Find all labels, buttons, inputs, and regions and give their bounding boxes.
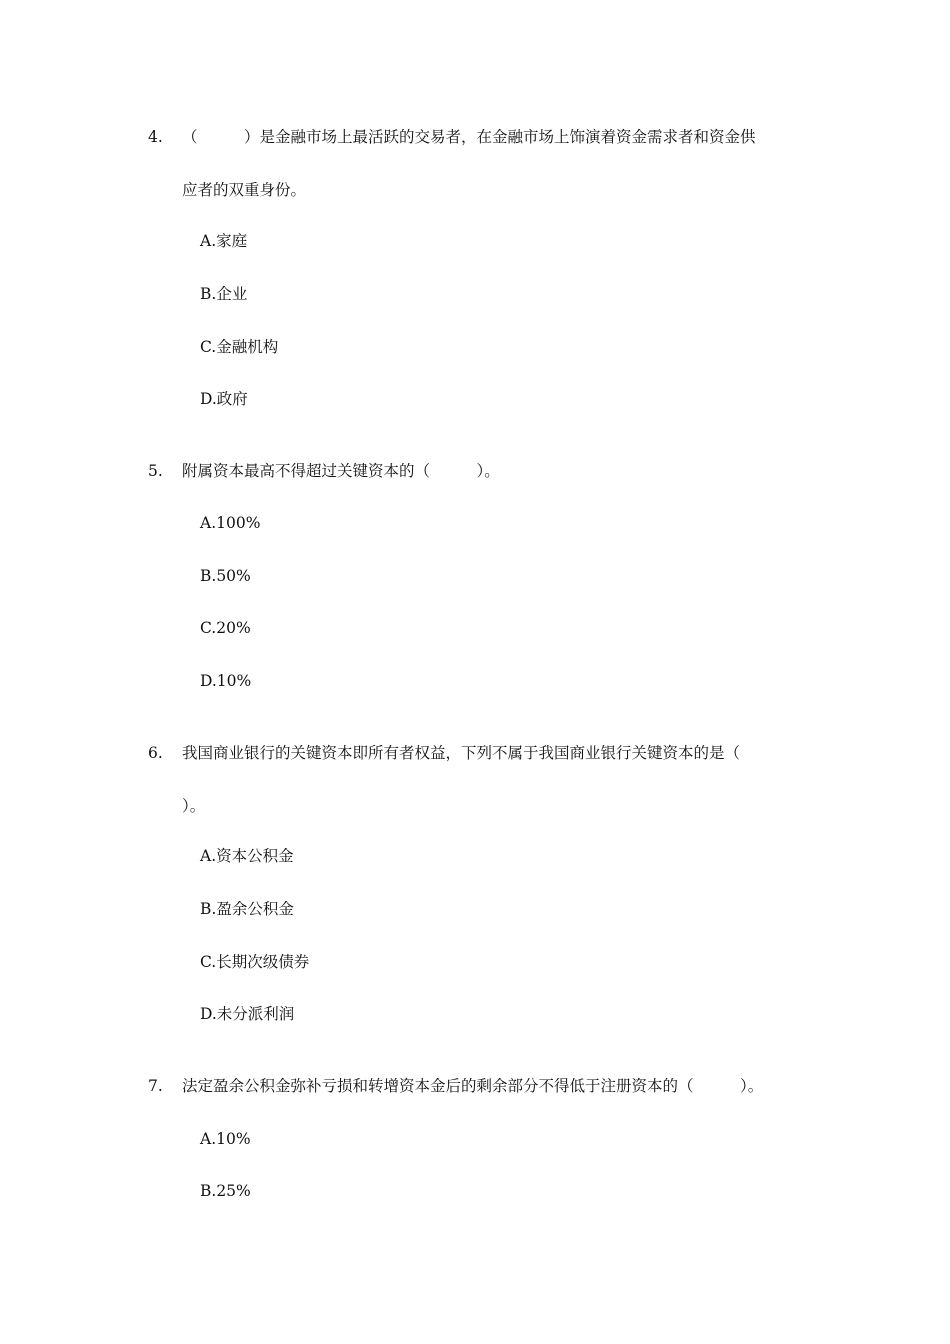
question-text-line: ）。 [182, 797, 206, 815]
option-d: D.10% [200, 672, 252, 690]
question-number: 5. [148, 462, 163, 480]
option-b: B.50% [200, 567, 251, 585]
option-a: A.资本公积金 [200, 847, 294, 865]
option-c: C.长期次级债券 [200, 953, 310, 971]
option-d: D.未分派利润 [200, 1005, 295, 1023]
question-text-line: （ ）是金融市场上最活跃的交易者，在金融市场上饰演着资金需求者和资金供 [182, 128, 756, 146]
option-d: D.政府 [200, 390, 248, 408]
question-text-line: 我国商业银行的关键资本即所有者权益，下列不属于我国商业银行关键资本的是（ [182, 744, 741, 762]
option-a: A.10% [200, 1130, 251, 1148]
option-a: A.100% [200, 514, 261, 532]
question-text-line: 法定盈余公积金弥补亏损和转增资本金后的剩余部分不得低于注册资本的（ ）。 [182, 1077, 764, 1095]
question-text-line: 应者的双重身份。 [182, 181, 307, 199]
option-c: C.20% [200, 619, 251, 637]
option-b: B.企业 [200, 285, 248, 303]
question-number: 7. [148, 1077, 163, 1095]
question-number: 6. [148, 744, 163, 762]
option-b: B.25% [200, 1182, 251, 1200]
question-number: 4. [148, 128, 163, 146]
option-b: B.盈余公积金 [200, 900, 294, 918]
option-c: C.金融机构 [200, 338, 279, 356]
option-a: A.家庭 [200, 232, 248, 250]
question-text-line: 附属资本最高不得超过关键资本的（ ）。 [182, 462, 500, 480]
